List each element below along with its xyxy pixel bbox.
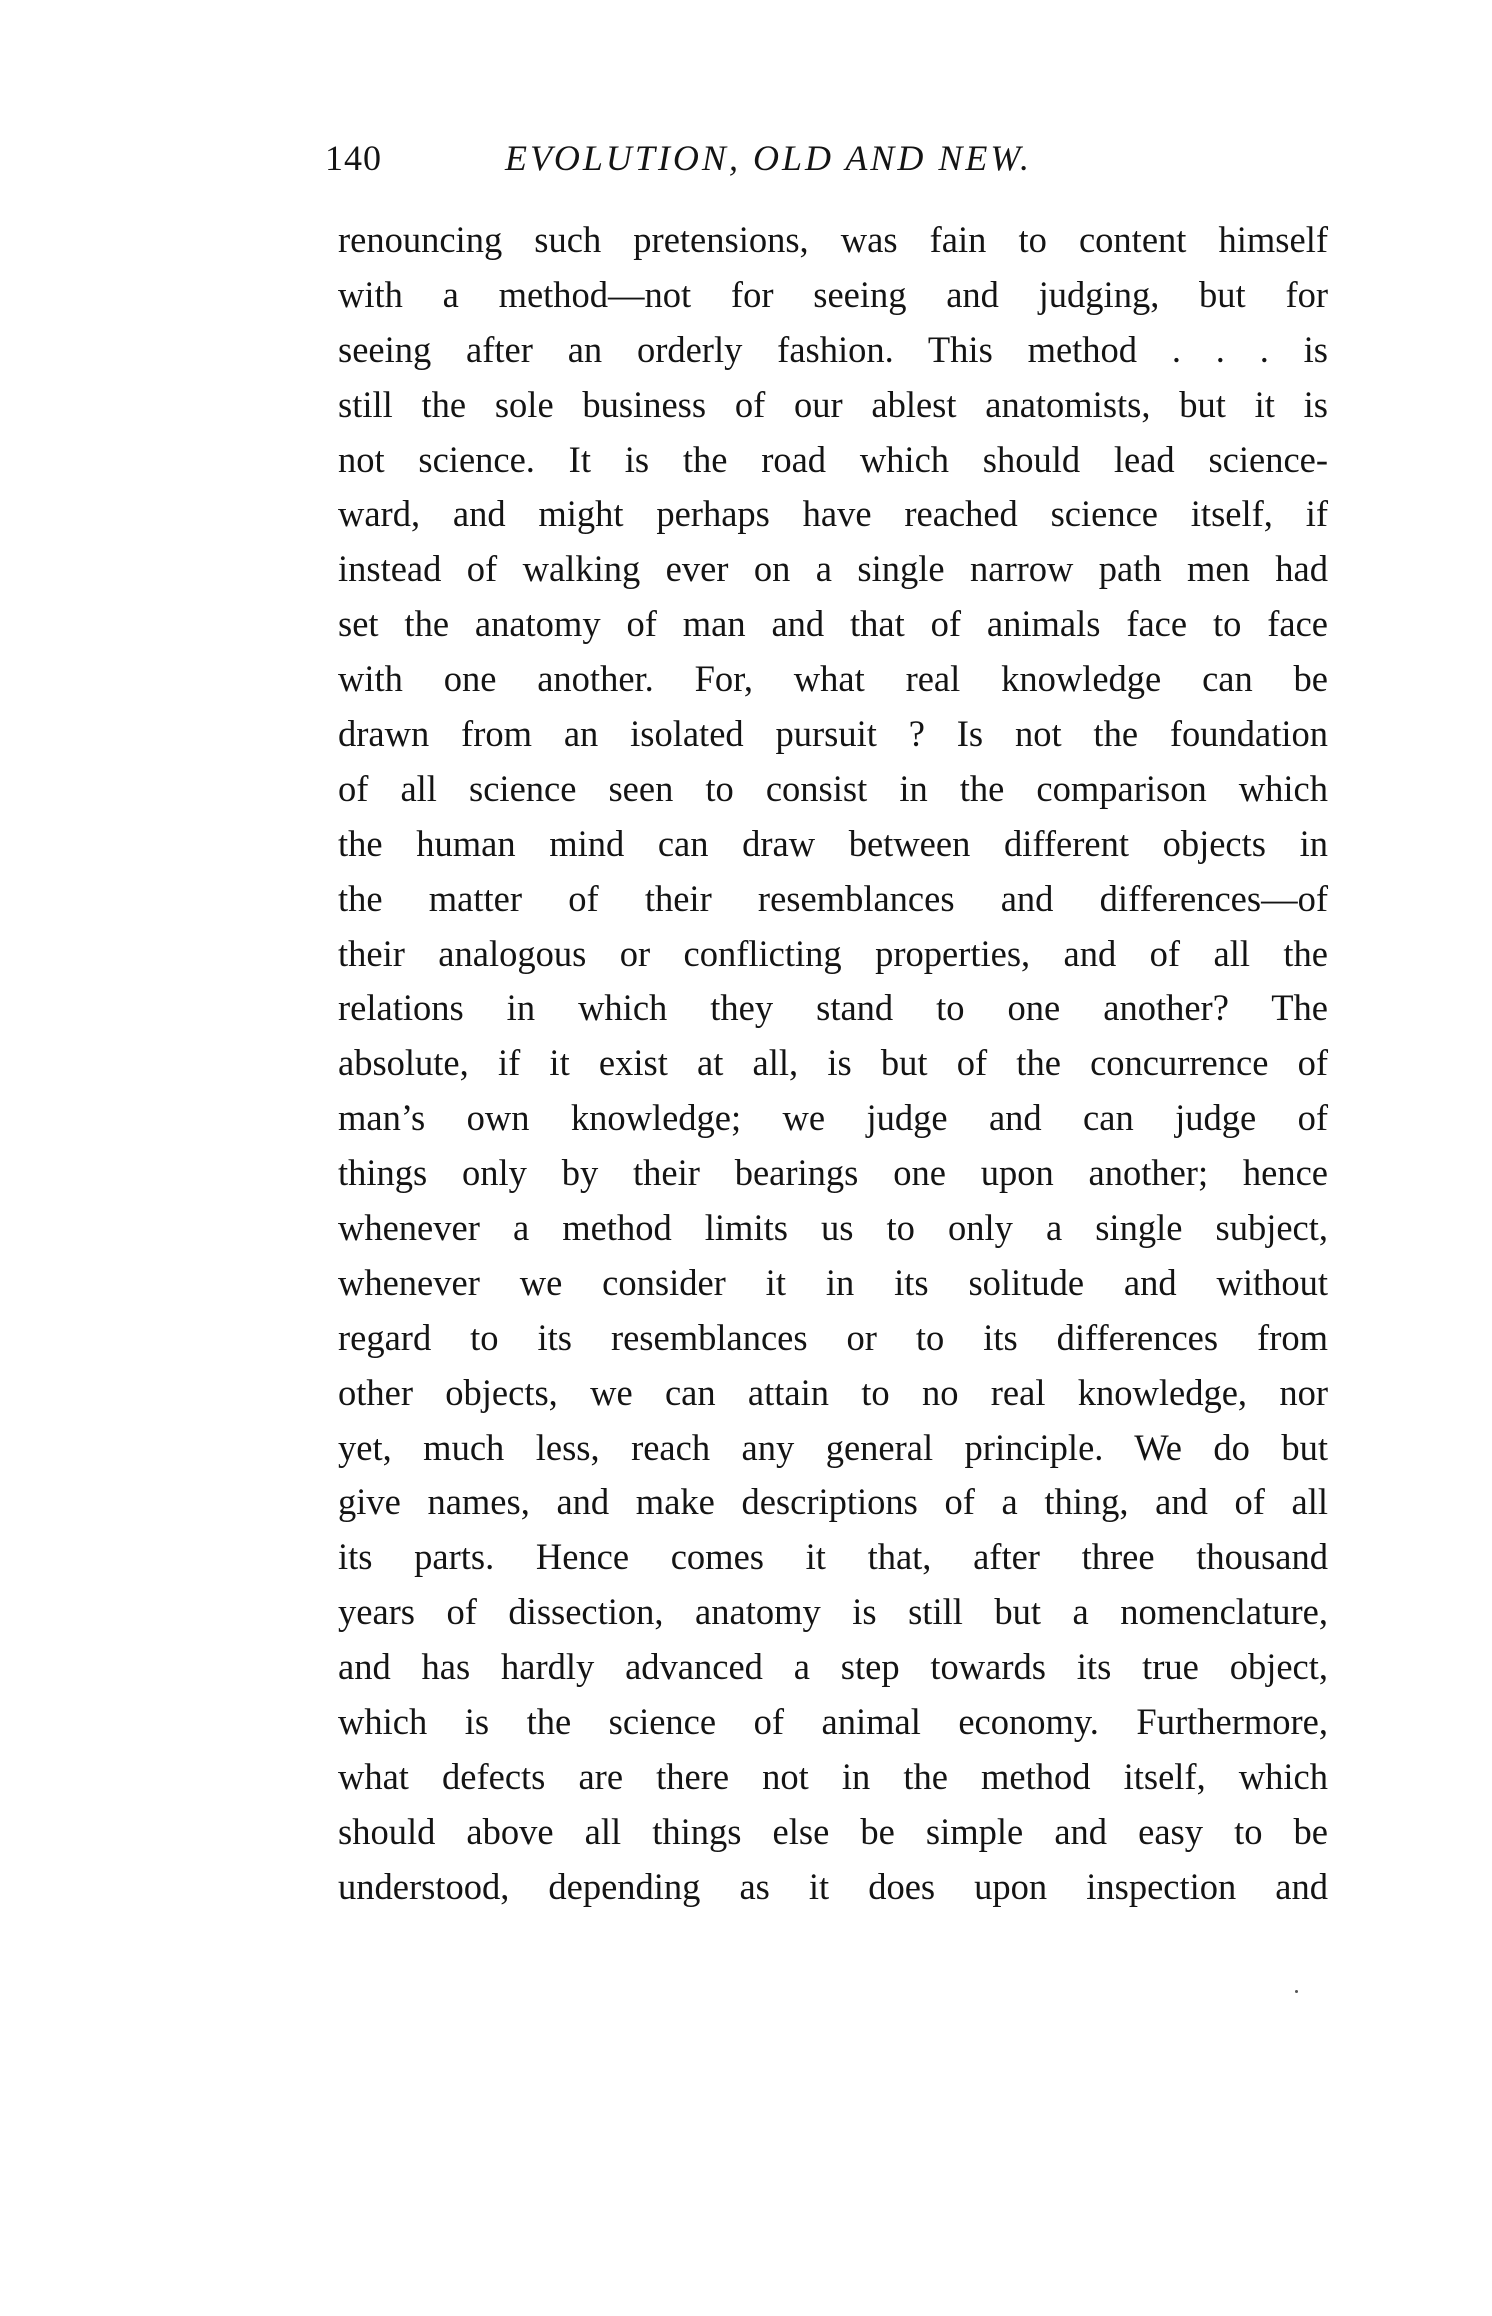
- running-head: [325, 128, 1335, 188]
- text-line: still the sole business of our ablest anatomists, but it is: [338, 383, 1328, 425]
- text-line: the matter of their resemblances and differences—of: [338, 877, 1328, 919]
- text-line: yet, much less, reach any general principle. We do but: [338, 1426, 1328, 1468]
- text-line: give names, and make descriptions of a thing, and of all: [338, 1481, 1328, 1523]
- text-line: drawn from an isolated pursuit ? Is not the foundation: [338, 713, 1328, 755]
- text-line: other objects, we can attain to no real knowledge, nor: [338, 1371, 1328, 1413]
- text-line: years of dissection, anatomy is still but a nomenclature,: [338, 1591, 1328, 1633]
- text-line: things only by their bearings one upon another; hence: [338, 1152, 1328, 1194]
- text-line: the human mind can draw between different objects in: [338, 822, 1328, 864]
- text-line: which is the science of animal economy. Furthermore,: [338, 1701, 1328, 1743]
- text-line: whenever we consider it in its solitude and without: [338, 1261, 1328, 1303]
- text-line: seeing after an orderly fashion. This method . . . is: [338, 328, 1328, 370]
- body-text: [338, 213, 1328, 1915]
- text-line: their analogous or conflicting properties, and of all the: [338, 932, 1328, 974]
- text-line: whenever a method limits us to only a single subject,: [338, 1207, 1328, 1249]
- text-line: should above all things else be simple and easy to be: [338, 1810, 1328, 1852]
- text-line: set the anatomy of man and that of animals face to face: [338, 603, 1328, 645]
- text-line: not science. It is the road which should lead science-: [338, 438, 1328, 480]
- text-line: man’s own knowledge; we judge and can judge of: [338, 1097, 1328, 1139]
- text-line: its parts. Hence comes it that, after three thousand: [338, 1536, 1328, 1578]
- text-line: ward, and might perhaps have reached science itself, if: [338, 493, 1328, 535]
- text-line: and has hardly advanced a step towards its true object,: [338, 1646, 1328, 1688]
- text-line: relations in which they stand to one another? The: [338, 987, 1328, 1029]
- text-line: regard to its resemblances or to its differences from: [338, 1316, 1328, 1358]
- text-line: of all science seen to consist in the comparison which: [338, 767, 1328, 809]
- text-line: with a method—not for seeing and judging, but for: [338, 273, 1328, 315]
- page-number: 140: [325, 138, 382, 178]
- text-line: understood, depending as it does upon inspection and: [338, 1865, 1328, 1907]
- text-line: renouncing such pretensions, was fain to content himself: [338, 219, 1328, 260]
- running-title: EVOLUTION, OLD AND NEW.: [505, 138, 1032, 178]
- text-line: what defects are there not in the method itself, which: [338, 1755, 1328, 1797]
- text-line: instead of walking ever on a single narrow path men had: [338, 548, 1328, 590]
- text-line: with one another. For, what real knowledge can be: [338, 658, 1328, 700]
- text-line: absolute, if it exist at all, is but of the concurrence of: [338, 1042, 1328, 1084]
- paper-speck: [1295, 1990, 1298, 1993]
